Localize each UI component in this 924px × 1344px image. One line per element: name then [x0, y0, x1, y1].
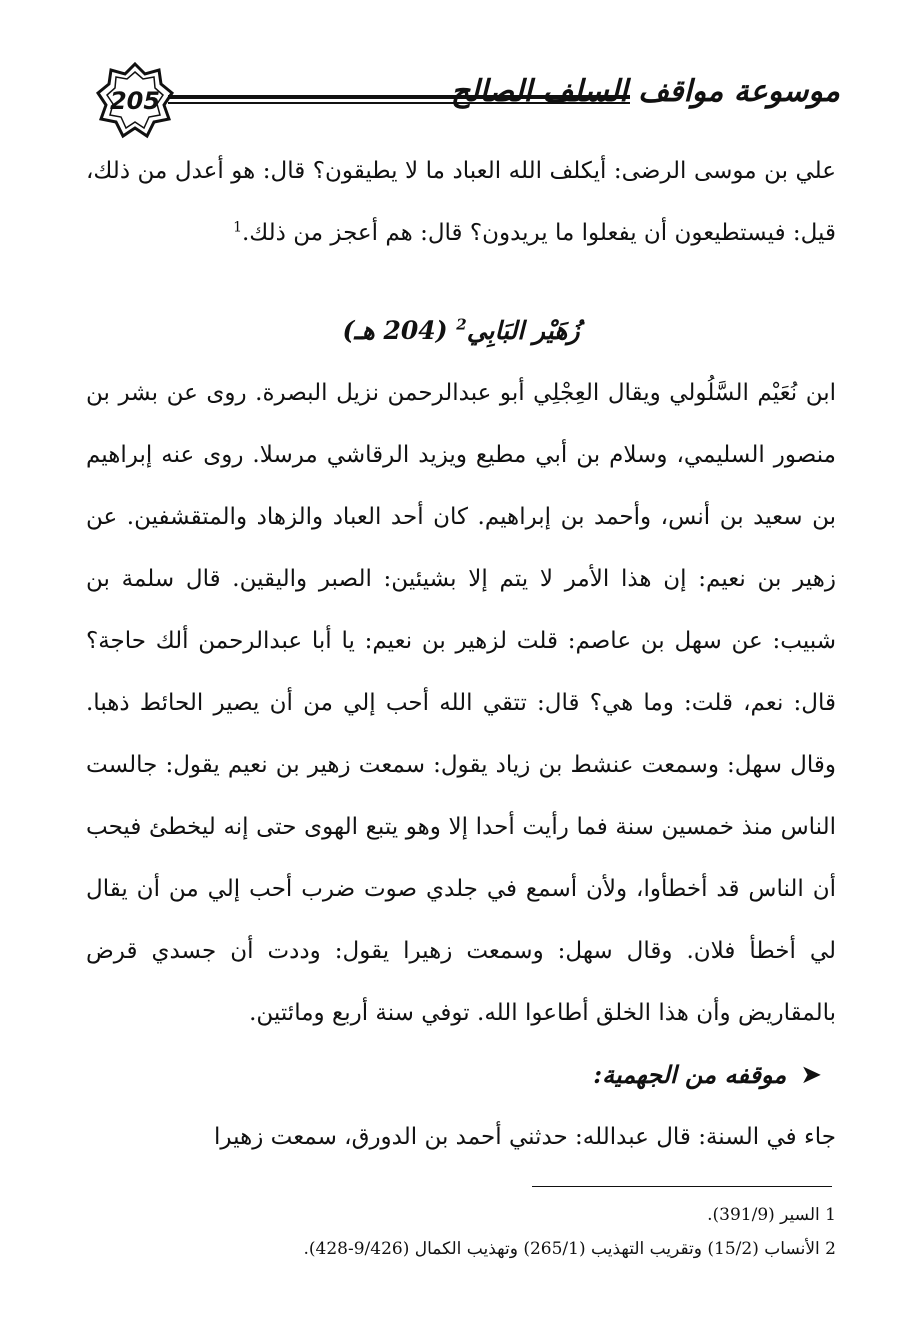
- page-number-badge: [96, 62, 174, 140]
- footnotes: [88, 1198, 836, 1266]
- section-paragraph: جاء في السنة: قال عبدالله: حدثني أحمد بن الدورق، سمعت زهيرا: [214, 1124, 836, 1150]
- footnote-ref-2[interactable]: 2: [456, 315, 467, 334]
- page-header: [96, 62, 840, 142]
- footnote-text: الأنساب (15/2) وتقريب التهذيب (265/1) وتهذيب الكمال (9/426-428).: [303, 1239, 820, 1259]
- biography-year: (204 هـ): [342, 316, 448, 345]
- biography-heading: [86, 300, 836, 362]
- page-number: 205: [109, 87, 161, 115]
- footnote-divider: [532, 1186, 832, 1187]
- footnote-number: 1: [825, 1205, 836, 1225]
- footnote-ref-1[interactable]: 1: [233, 219, 242, 236]
- series-title: موسوعة مواقف السلف الصالح: [450, 74, 840, 109]
- footnote-text: السير (391/9).: [707, 1205, 820, 1225]
- section-heading-text: موقفه من الجهمية:: [593, 1060, 787, 1089]
- arrowhead-bullet-icon: ➤: [800, 1060, 822, 1090]
- section-heading: [86, 1044, 836, 1106]
- footnote-1: [88, 1198, 836, 1232]
- biography-paragraph: ابن نُعَيْم السَّلُولي ويقال العِجْلِي أبو عبدالرحمن نزيل البصرة. روى عن بشر بن منصور السليمي، وسلام بن أبي مطيع ويزيد الرقاشي مرسلا. روى عنه إبراهيم بن سعيد بن أنس، وأحمد بن إبراهيم. كان أحد العباد والزهاد والمتقشفين. عن زهير بن نعيم: إن هذا الأمر لا يتم إلا بشيئين: الصبر واليقين. قال سلمة بن شبيب: عن سهل بن عاصم: قلت لزهير بن نعيم: يا أبا عبدالرحمن ألك حاجة؟ قال: نعم، قلت: وما هي؟ قال: تتقي الله أحب إلي من أن يصير الحائط ذهبا. وقال سهل: وسمعت عنشط بن زياد يقول: سمعت زهير بن نعيم يقول: جالست الناس منذ خمسين سنة فما رأيت أحدا إلا وهو يتبع الهوى حتى إنه ليخطئ فيحب أن الناس قد أخطأوا، ولأن أسمع في جلدي صوت ضرب أحب إلي من أن يقال لي أخطأ فلان. وقال سهل: وسمعت زهيرا يقول: وددت أن جسدي قرض بالمقاريض وأن هذا الخلق أطاعوا الله. توفي سنة أربع ومائتين.: [86, 380, 836, 1026]
- opening-paragraph: [86, 140, 836, 264]
- main-text: [86, 140, 836, 1168]
- footnote-number: 2: [825, 1239, 836, 1259]
- biography-name: زُهَيْر البَابِي: [466, 316, 580, 345]
- footnote-2: [88, 1232, 836, 1266]
- opening-text: علي بن موسى الرضى: أيكلف الله العباد ما لا يطيقون؟ قال: هو أعدل من ذلك، قيل: فيستطيعون أن يفعلوا ما يريدون؟ قال: هم أعجز من ذلك.: [86, 158, 836, 246]
